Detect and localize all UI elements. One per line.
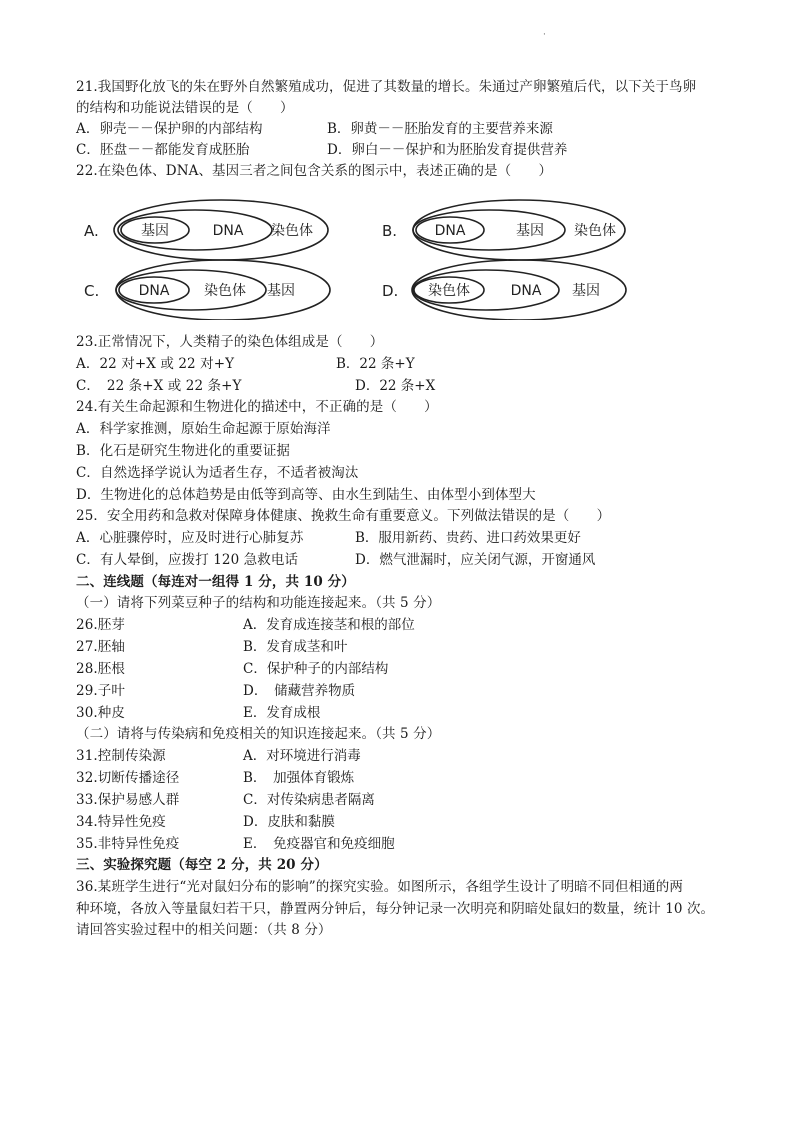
q21-option-b: B．卵黄－－胚胎发育的主要营养来源 [327, 121, 553, 137]
q22-stem: 22.在染色体、DNA、基因三者之间包含关系的图示中，表述正确的是（ ） [76, 163, 553, 179]
q24-option-d: D．生物进化的总体趋势是由低等到高等、由水生到陆生、由体型小到体型大 [76, 487, 536, 503]
match-right-item: E． 免疫器官和免疫细胞 [243, 836, 395, 852]
section2-title: 二、连线题（每连对一组得 1 分，共 10 分） [76, 574, 355, 590]
match-left-item: 33.保护易感人群 [76, 792, 180, 808]
q21-stem-line1: 21.我国野化放飞的朱在野外自然繁殖成功，促进了其数量的增长。朱通过产卵繁殖后代，以下关于鸟卵 [76, 79, 697, 95]
option-b-middle: 基因 [516, 223, 544, 239]
match-right-item: A．发育成连接茎和根的部位 [243, 617, 415, 633]
q21-option-c: C．胚盘－－都能发育成胚胎 [76, 142, 250, 158]
match-left-item: 28.胚根 [76, 661, 125, 677]
q36-line3: 请回答实验过程中的相关问题：（共 8 分） [76, 922, 332, 938]
q36-line2: 种环境，各放入等量鼠妇若干只，静置两分钟后，每分钟记录一次明亮和阴暗处鼠妇的数量，统计 10 次。 [76, 901, 715, 917]
match-right-item: D．皮肤和黏膜 [243, 814, 335, 830]
match-left-item: 27.胚轴 [76, 639, 125, 655]
q21-option-d: D．卵白－－保护和为胚胎发育提供营养 [327, 142, 568, 158]
option-b-inner: DNA [434, 223, 466, 239]
match-left-item: 29.子叶 [76, 683, 125, 699]
q24-option-c: C．自然选择学说认为适者生存，不适者被淘汰 [76, 465, 359, 481]
option-a-letter: A. [84, 222, 99, 240]
q24-stem: 24.有关生命起源和生物进化的描述中，不正确的是（ ） [76, 399, 438, 415]
match-left-item: 34.特异性免疫 [76, 814, 166, 830]
q25-option-c: C．有人晕倒，应拨打 120 急救电话 [76, 552, 299, 568]
option-d-inner: 染色体 [428, 283, 470, 299]
match-right-item: C．保护种子的内部结构 [243, 661, 389, 677]
option-a-middle: DNA [212, 223, 244, 239]
section2-part2-title: （二）请将与传染病和免疫相关的知识连接起来。（共 5 分） [76, 726, 441, 742]
match-right-item: B． 加强体育锻炼 [243, 770, 355, 786]
q25-option-a: A．心脏骤停时，应及时进行心肺复苏 [76, 530, 304, 546]
q23-option-c: C． 22 条+X 或 22 条+Y [76, 378, 242, 394]
q23-option-a: A．22 对+X 或 22 对+Y [76, 356, 235, 372]
page-mark: · [543, 30, 546, 40]
option-b-letter: B. [382, 222, 398, 240]
q21-stem-line2: 的结构和功能说法错误的是（ ） [76, 100, 294, 116]
q23-option-b: B．22 条+Y [336, 356, 415, 372]
match-right-item: B．发育成茎和叶 [243, 639, 348, 655]
option-d-outer: 基因 [572, 283, 600, 299]
match-right-item: C．对传染病患者隔离 [243, 792, 375, 808]
match-left-item: 26.胚芽 [76, 617, 125, 633]
option-b-outer: 染色体 [574, 223, 616, 239]
q22-diagram [76, 190, 636, 324]
match-left-item: 35.非特异性免疫 [76, 836, 180, 852]
option-a-inner: 基因 [141, 223, 169, 239]
option-c-middle: 染色体 [204, 283, 246, 299]
q24-option-a: A．科学家推测，原始生命起源于原始海洋 [76, 421, 331, 437]
section3-title: 三、实验探究题（每空 2 分，共 20 分） [76, 857, 328, 873]
q23-stem: 23.正常情况下，人类精子的染色体组成是（ ） [76, 334, 384, 350]
option-c-inner: DNA [138, 283, 170, 299]
match-left-item: 31.控制传染源 [76, 748, 166, 764]
option-d-middle: DNA [510, 283, 542, 299]
section2-part1-title: （一）请将下列菜豆种子的结构和功能连接起来。（共 5 分） [76, 595, 441, 611]
q25-stem: 25．安全用药和急救对保障身体健康、挽救生命有重要意义。下列做法错误的是（ ） [76, 508, 611, 524]
match-right-item: E．发育成根 [243, 705, 321, 721]
option-c-outer: 基因 [267, 283, 295, 299]
option-c-letter: C. [84, 282, 100, 300]
q24-option-b: B．化石是研究生物进化的重要证据 [76, 443, 291, 459]
q25-option-d: D．燃气泄漏时，应关闭气源，开窗通风 [355, 552, 596, 568]
match-right-item: D． 储藏营养物质 [243, 683, 356, 699]
q36-line1: 36.某班学生进行“光对鼠妇分布的影响”的探究实验。如图所示，各组学生设计了明暗不同但相通的两 [76, 879, 683, 895]
q23-option-d: D．22 条+X [355, 378, 436, 394]
match-right-item: A．对环境进行消毒 [243, 748, 361, 764]
q25-option-b: B．服用新药、贵药、进口药效果更好 [355, 530, 581, 546]
option-a-outer: 染色体 [271, 223, 313, 239]
option-d-letter: D. [382, 282, 399, 300]
q21-option-a: A．卵壳－－保护卵的内部结构 [76, 121, 263, 137]
match-left-item: 32.切断传播途径 [76, 770, 180, 786]
match-left-item: 30.种皮 [76, 705, 125, 721]
